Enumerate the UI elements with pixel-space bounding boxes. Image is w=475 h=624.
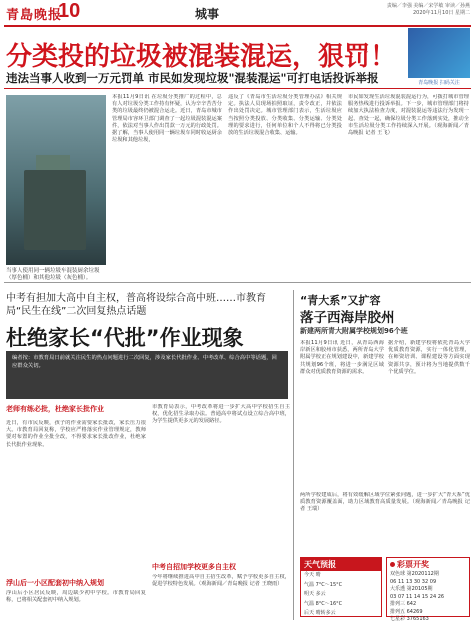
main-subheadline: 违法当事人收到一万元罚单 市民如发现垃圾"混装混运"可打电话投诉举报 xyxy=(6,71,379,85)
story3-column-2: 据介绍，新建学校将依托青岛大学优质教育资源，实行一体化管理，在师资培训、课程建设等方面实现资源共享，预计将为当地提供数千个优质学位。 xyxy=(388,340,470,375)
story2-headline: 杜绝家长“代批”作业现象 xyxy=(6,326,244,350)
promo-title: 青岛晚报 xyxy=(418,80,439,86)
newspaper-logo: 青島晚报 xyxy=(6,8,63,23)
promo-label xyxy=(408,79,470,86)
story1-column-2: 违反了《青岛市生活垃圾分类管理办法》相关规定。执法人员现场拍照取证，责令改正，并依法作出处罚决定。城市管理部门表示，生活垃圾应当按照分类投放、分类收集、分类运输、分类处理的要求进行，任何单位和个人不得将已分类投放的生活垃圾混合收集、运输。 xyxy=(228,94,342,137)
weather-line: 后天 晴转多云 xyxy=(304,610,336,616)
lottery-line: 排列三 642 xyxy=(390,601,417,607)
weather-line: 气温 7°C～15°C xyxy=(304,581,343,588)
editor-names: 责编／李强 美编／宋学敏 审读／孙燕 xyxy=(386,3,470,9)
weather-title: 天气预报 xyxy=(301,558,381,571)
editor-note-box: 编者按：市教育局日前就关注民生的热点问题进行二次回复，涉及家长代批作业、中考改革、综合高中等话题，回应群众关切。 xyxy=(6,351,288,399)
lottery-line: 双色球 第2020112期 xyxy=(390,571,439,577)
issue-date: 2020年11月10日 星期二 xyxy=(412,10,470,16)
page-number: 10 xyxy=(58,0,81,22)
story2-column-c: 市教育局表示，中考改革将进一步扩大高中学校招生自主权，优化招生录取办法。普通高中将试点设立综合高中班，为学生提供更多元的发展路径。 xyxy=(152,404,290,425)
section-title: 城事 xyxy=(195,7,220,21)
promo-sub: 扫码关注 xyxy=(439,80,460,86)
story2-subhead-c: 中考自招加学校更多自主权 xyxy=(152,563,236,571)
vertical-divider xyxy=(293,290,294,620)
story3-headline: 落子西海岸胶州 xyxy=(300,310,395,326)
story2-subhead-b: 浮山后一小区配套初中纳入规划 xyxy=(6,579,104,587)
promo-image[interactable] xyxy=(408,28,470,78)
weather-line: 今天 晴 xyxy=(304,572,321,578)
story3-column-1: 本报11月9日讯 近日，从青岛西海岸新区和胶州市获悉，两所青岛大学附属学校正在规划建设中，新建学校共规划96个班，将进一步满足区域群众对优质教育资源的需求。 xyxy=(300,340,384,375)
section-divider xyxy=(4,282,471,283)
weather-box xyxy=(300,557,382,617)
story2-column-a: 近日，有市民反映，孩子的作业需要家长批改，家长压力很大。市教育局回复称，学校应严格落实作业管理规定，教师要对布置的作业全批全改，不得要求家长批改作业，杜绝家长代批作业现象。 xyxy=(6,420,146,448)
story1-column-3: 市民如发现生活垃圾混装混运行为，可拨打城市管理服务热线进行投诉举报。下一步，城市管理部门将持续加大执法检查力度，对混装混运等违法行为发现一起、查处一起，确保垃圾分类工作落到实处，推动全市生活垃圾分类工作持续深入开展。（观海新闻／青岛晚报 记者 王飞） xyxy=(348,94,469,137)
editor-credits xyxy=(362,3,470,17)
weather-line: 气温 8°C～16°C xyxy=(304,600,343,607)
lottery-title-text: 彩票开奖 xyxy=(397,560,429,569)
story3-column-3: 两所学校建成后，将有效缓解区域学位紧张问题，进一步扩大“青大系”优质教育资源覆盖面，助力区域教育高质量发展。（观海新闻／青岛晚报 记者 王瑞） xyxy=(300,492,470,513)
lottery-line: 06 11 13 30 32 09 xyxy=(390,578,437,585)
story2-kicker: 中考有担加大高中自主权，普高将设综合高中班……市教育局“民生在线”二次回复热点话题 xyxy=(6,293,266,317)
story2-subhead-a: 老师有练必批，杜绝家长批作业 xyxy=(6,405,104,413)
lottery-line: 03 07 11 14 15 24 26 xyxy=(390,593,445,600)
story1-column-1: 本报11月9日讯 在垃圾分类推广的过程中，总有人对垃圾分类工作持有怀疑，认为辛辛苦苦分类的垃圾最终仍被混合运走。近日，青岛市城市管理局市容环卫部门调查了一起垃圾混装混运案件，依法对当事人作出罚款一万元的行政处罚。据了解，当事人使用同一辆垃圾车同时收运厨余垃圾和其他垃圾， xyxy=(112,94,222,144)
main-headline: 分类投的垃圾被混装混运，狠罚！ xyxy=(6,42,397,72)
lottery-ball-icon xyxy=(390,562,395,567)
story2-column-b: 浮山后小区居民反映，周边缺少初中学校。市教育局回复称，已将相关配套初中纳入规划。 xyxy=(6,590,146,604)
garbage-bin xyxy=(24,170,86,250)
photo-caption: 当事人使用同一辆垃圾车混装厨余垃圾（厚色桶）和其他垃圾（灰色桶）。 xyxy=(6,268,100,281)
lottery-title xyxy=(387,558,469,571)
lottery-box xyxy=(386,557,470,622)
story2-column-d: 今年将继续推进高中自主招生改革，赋予学校更多自主权，促进学校特色发展。（观海新闻／青岛晚报 记者 王晓雨） xyxy=(152,574,290,588)
lottery-line: 七星彩 3765163 xyxy=(390,616,429,622)
story3-headline-top: “青大系”又扩容 xyxy=(300,294,381,307)
weather-line: 明天 多云 xyxy=(304,591,326,597)
story3-subhead: 新建两所青大附属学校规划96个班 xyxy=(300,327,408,335)
lottery-line: 大乐透 第20105期 xyxy=(390,586,433,592)
garbage-truck-photo xyxy=(6,95,106,265)
headline-divider xyxy=(4,88,471,89)
lottery-line: 排列五 64269 xyxy=(390,608,423,615)
